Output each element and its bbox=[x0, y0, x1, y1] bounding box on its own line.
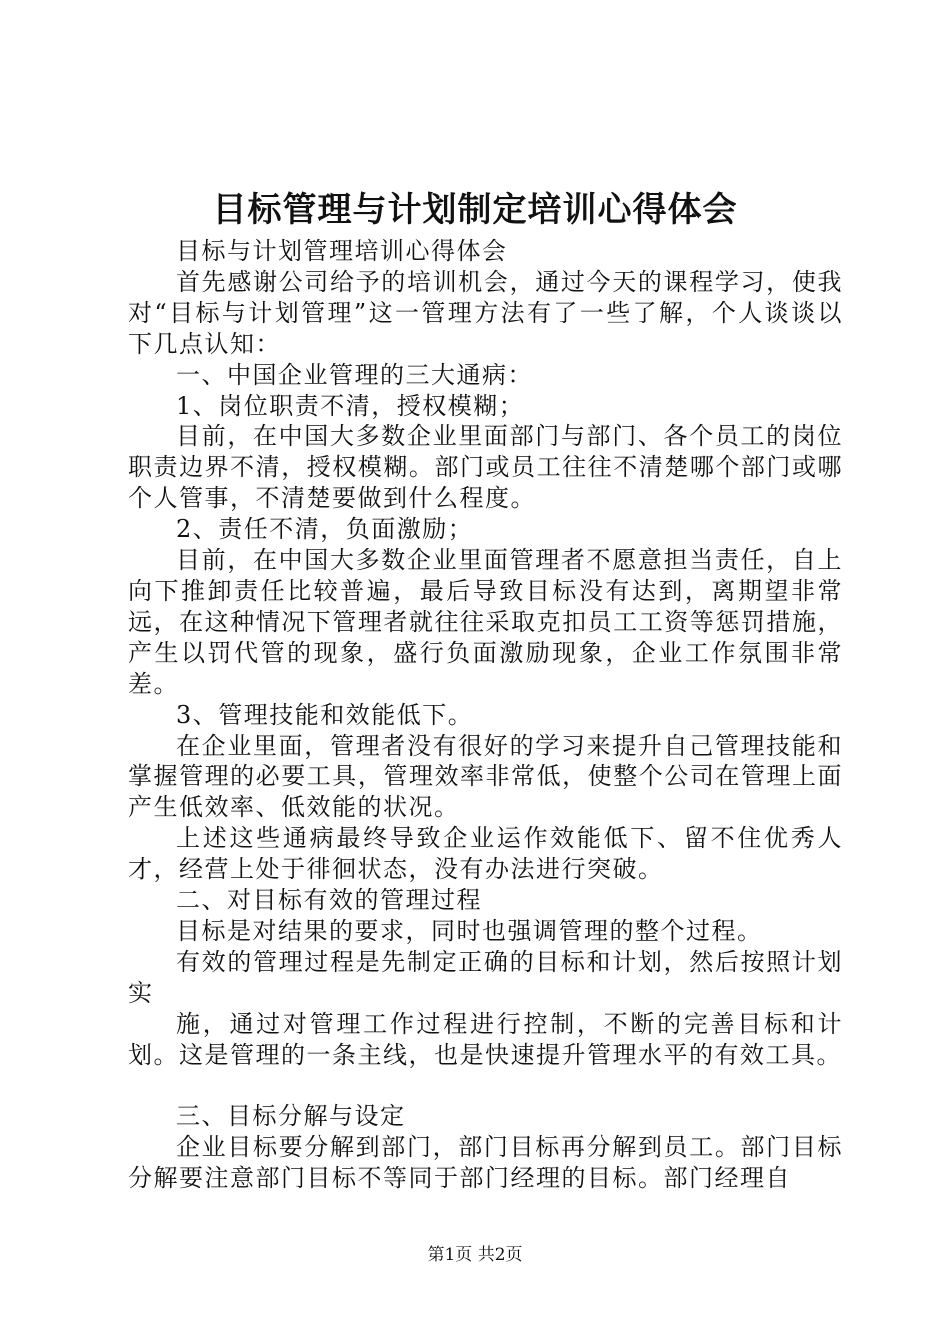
paragraph: 在企业里面，管理者没有很好的学习来提升自己管理技能和掌握管理的必要工具，管理效率非常低，使整个公司在管理上面产生低效率、低效能的状况。 bbox=[128, 731, 843, 822]
paragraph: 目标与计划管理培训心得体会 bbox=[176, 237, 508, 265]
paragraph: 目前，在中国大多数企业里面部门与部门、各个员工的岗位职责边界不清，授权模糊。部门或员工往往不清楚哪个部门或哪个人管事，不清楚要做到什么程度。 bbox=[128, 422, 843, 513]
section-heading: 一、中国企业管理的三大通病： bbox=[176, 360, 533, 389]
paragraph: 企业目标要分解到部门，部门目标再分解到员工。部门目标分解要注意部门目标不等同于部门经理的目标。部门经理自 bbox=[128, 1133, 843, 1193]
section-heading: 二、对目标有效的管理过程 bbox=[176, 886, 482, 915]
document-body bbox=[128, 236, 843, 1194]
page-footer: 第1页 共2页 bbox=[427, 1245, 523, 1265]
subsection-heading: 3、管理技能和效能低下。 bbox=[176, 700, 474, 729]
paragraph: 施，通过对管理工作过程进行控制，不断的完善目标和计划。这是管理的一条主线，也是快速提升管理水平的有效工具。 bbox=[128, 1009, 843, 1069]
paragraph: 首先感谢公司给予的培训机会，通过今天的课程学习，使我对“目标与计划管理”这一管理方法有了一些了解，个人谈谈以下几点认知： bbox=[128, 267, 843, 358]
subsection-heading: 2、责任不清，负面激励； bbox=[176, 515, 474, 544]
paragraph: 上述这些通病最终导致企业运作效能低下、留不住优秀人才，经营上处于徘徊状态，没有办法进行突破。 bbox=[128, 824, 843, 884]
paragraph: 目标是对结果的要求，同时也强调管理的整个过程。 bbox=[176, 916, 763, 945]
section-heading: 三、目标分解与设定 bbox=[176, 1102, 406, 1131]
document-title: 目标管理与计划制定培训心得体会 bbox=[212, 190, 738, 230]
paragraph: 目前，在中国大多数企业里面管理者不愿意担当责任，自上向下推卸责任比较普遍，最后导致目标没有达到，离期望非常远，在这种情况下管理者就往往采取克扣员工工资等惩罚措施，产生以罚代管的现象，盛行负面激励现象，企业工作氛围非常差。 bbox=[128, 546, 843, 698]
paragraph: 有效的管理过程是先制定正确的目标和计划，然后按照计划实 bbox=[128, 947, 843, 1007]
subsection-heading: 1、岗位职责不清，授权模糊； bbox=[176, 391, 525, 420]
